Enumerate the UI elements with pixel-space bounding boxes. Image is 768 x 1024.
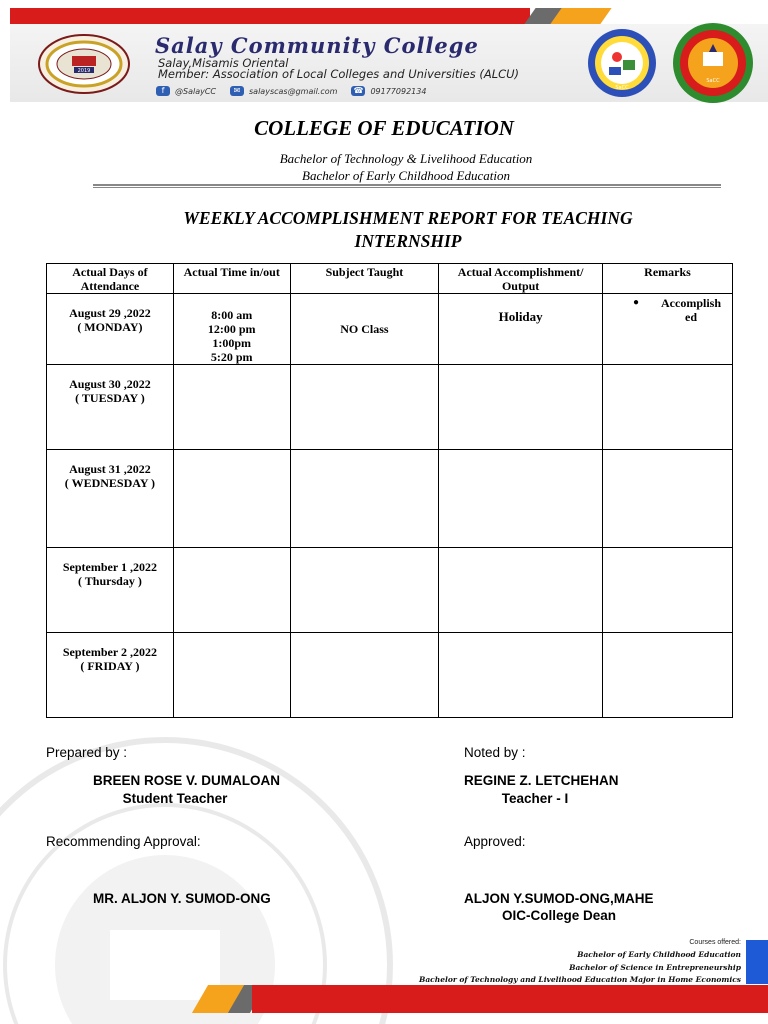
remarks-cell [603,365,733,450]
date-cell [47,365,174,450]
svg-text:2019: 2019 [77,68,91,74]
contact-phone[interactable] [351,86,426,96]
remarks-cell [603,450,733,548]
header-orange-stripe [550,8,611,24]
date-cell [47,548,174,633]
prepared-by-name: BREEN ROSE V. DUMALOAN [93,773,281,788]
facebook-icon: f [156,86,170,96]
subject-text: NO Class [340,322,389,336]
day-text: ( Thursday ) [78,574,142,588]
subject-cell [290,294,439,365]
date-text: September 1 ,2022 [62,560,157,574]
remarks-text: Accomplished [661,296,722,324]
course-item: Bachelor of Technology and Livelihood Education Major in Home Economics [418,975,741,984]
college-location: Salay,Misamis Oriental [158,56,289,70]
contact-email-text: salayscas@gmail.com [249,86,338,96]
phone-icon: ☎ [351,86,365,96]
output-cell [439,294,603,365]
contact-list [156,86,426,96]
output-cell [439,633,603,718]
date-cell [47,294,174,365]
noted-by-name: REGINE Z. LETCHEHAN [464,773,619,788]
day-text: ( WEDNESDAY ) [64,476,156,490]
header-divider-thin [93,187,721,188]
remarks-cell [603,548,733,633]
table-row [47,294,733,365]
department-title: COLLEGE OF EDUCATION [254,116,514,140]
table-row [47,633,733,718]
time-cell [173,548,290,633]
recommending-approval-name: MR. ALJON Y. SUMOD-ONG [93,891,271,906]
program-line-2: Bachelor of Early Childhood Education [302,168,510,183]
header-days: Actual Days of Attendance [47,264,174,294]
noted-by-label: Noted by : [464,745,526,760]
remarks-list [603,296,732,324]
date-text: August 29 ,2022 [69,306,151,320]
approved-name: ALJON Y.SUMOD-ONG,MAHE [464,891,654,906]
subject-cell [290,548,439,633]
output-cell [439,450,603,548]
svg-text:SaCC: SaCC [615,85,629,91]
output-cell [439,365,603,450]
date-text: August 30 ,2022 [69,377,151,391]
table-row [47,548,733,633]
header-divider [93,184,721,186]
header-accomplishment: Actual Accomplishment/ Output [439,264,603,294]
footer-red-bar [252,985,768,1013]
college-seal-logo [38,34,130,94]
date-text: September 2 ,2022 [62,645,157,659]
time-out: 12:00 pm [207,322,256,336]
remarks-cell [603,294,733,365]
date-text: August 31 ,2022 [69,462,151,476]
svg-text:SaCC: SaCC [706,78,720,84]
courses-offered-heading: Courses offered: [689,939,741,946]
noted-by-position: Teacher - I [501,791,569,806]
time-cell [173,365,290,450]
mail-icon: ✉ [230,86,244,96]
gear-seal-logo [670,22,756,104]
table-row [47,450,733,548]
prepared-by-label: Prepared by : [46,745,128,760]
footer-blue-accent [746,940,768,984]
contact-facebook[interactable] [156,86,216,96]
table-header-row [47,264,733,294]
header-remarks: Remarks [603,264,733,294]
time-cell [173,294,290,365]
prepared-by-position: Student Teacher [122,791,228,806]
accomplishment-table [46,263,733,718]
table-row [47,365,733,450]
header-time: Actual Time in/out [173,264,290,294]
report-title-line-2: INTERNSHIP [354,231,462,251]
college-name: Salay Community College [155,33,479,58]
bullet-icon: ● [633,297,640,308]
remarks-item [603,296,732,324]
subject-cell [290,633,439,718]
program-line-1: Bachelor of Technology & Livelihood Education [279,151,533,166]
day-text: ( MONDAY) [77,320,143,334]
report-title [0,207,768,253]
subject-cell [290,365,439,450]
date-cell [47,450,174,548]
college-membership: Member: Association of Local Colleges and Universities (ALCU) [158,67,520,81]
header-red-stripe [10,8,530,24]
subject-cell [290,450,439,548]
header-subject: Subject Taught [290,264,439,294]
date-cell [47,633,174,718]
contact-email[interactable] [230,86,337,96]
course-item: Bachelor of Early Childhood Education [577,950,741,959]
time-out: 5:20 pm [210,350,253,364]
report-title-line-1: WEEKLY ACCOMPLISHMENT REPORT FOR TEACHING [183,208,633,228]
remarks-cell [603,633,733,718]
time-cell [173,450,290,548]
approved-position: OIC-College Dean [501,908,617,923]
contact-facebook-text: @SalayCC [175,86,217,96]
time-cell [173,633,290,718]
output-text: Holiday [498,309,543,324]
course-item: Bachelor of Science in Entrepreneurship [569,963,741,972]
output-cell [439,548,603,633]
contact-phone-text: 09177092134 [370,86,427,96]
recommending-approval-label: Recommending Approval: [46,834,201,849]
early-childhood-seal-logo [583,27,661,99]
time-in: 8:00 am [211,308,253,322]
day-text: ( FRIDAY ) [80,659,140,673]
time-in: 1:00pm [212,336,252,350]
day-text: ( TUESDAY ) [75,391,145,405]
approved-label: Approved: [464,834,526,849]
